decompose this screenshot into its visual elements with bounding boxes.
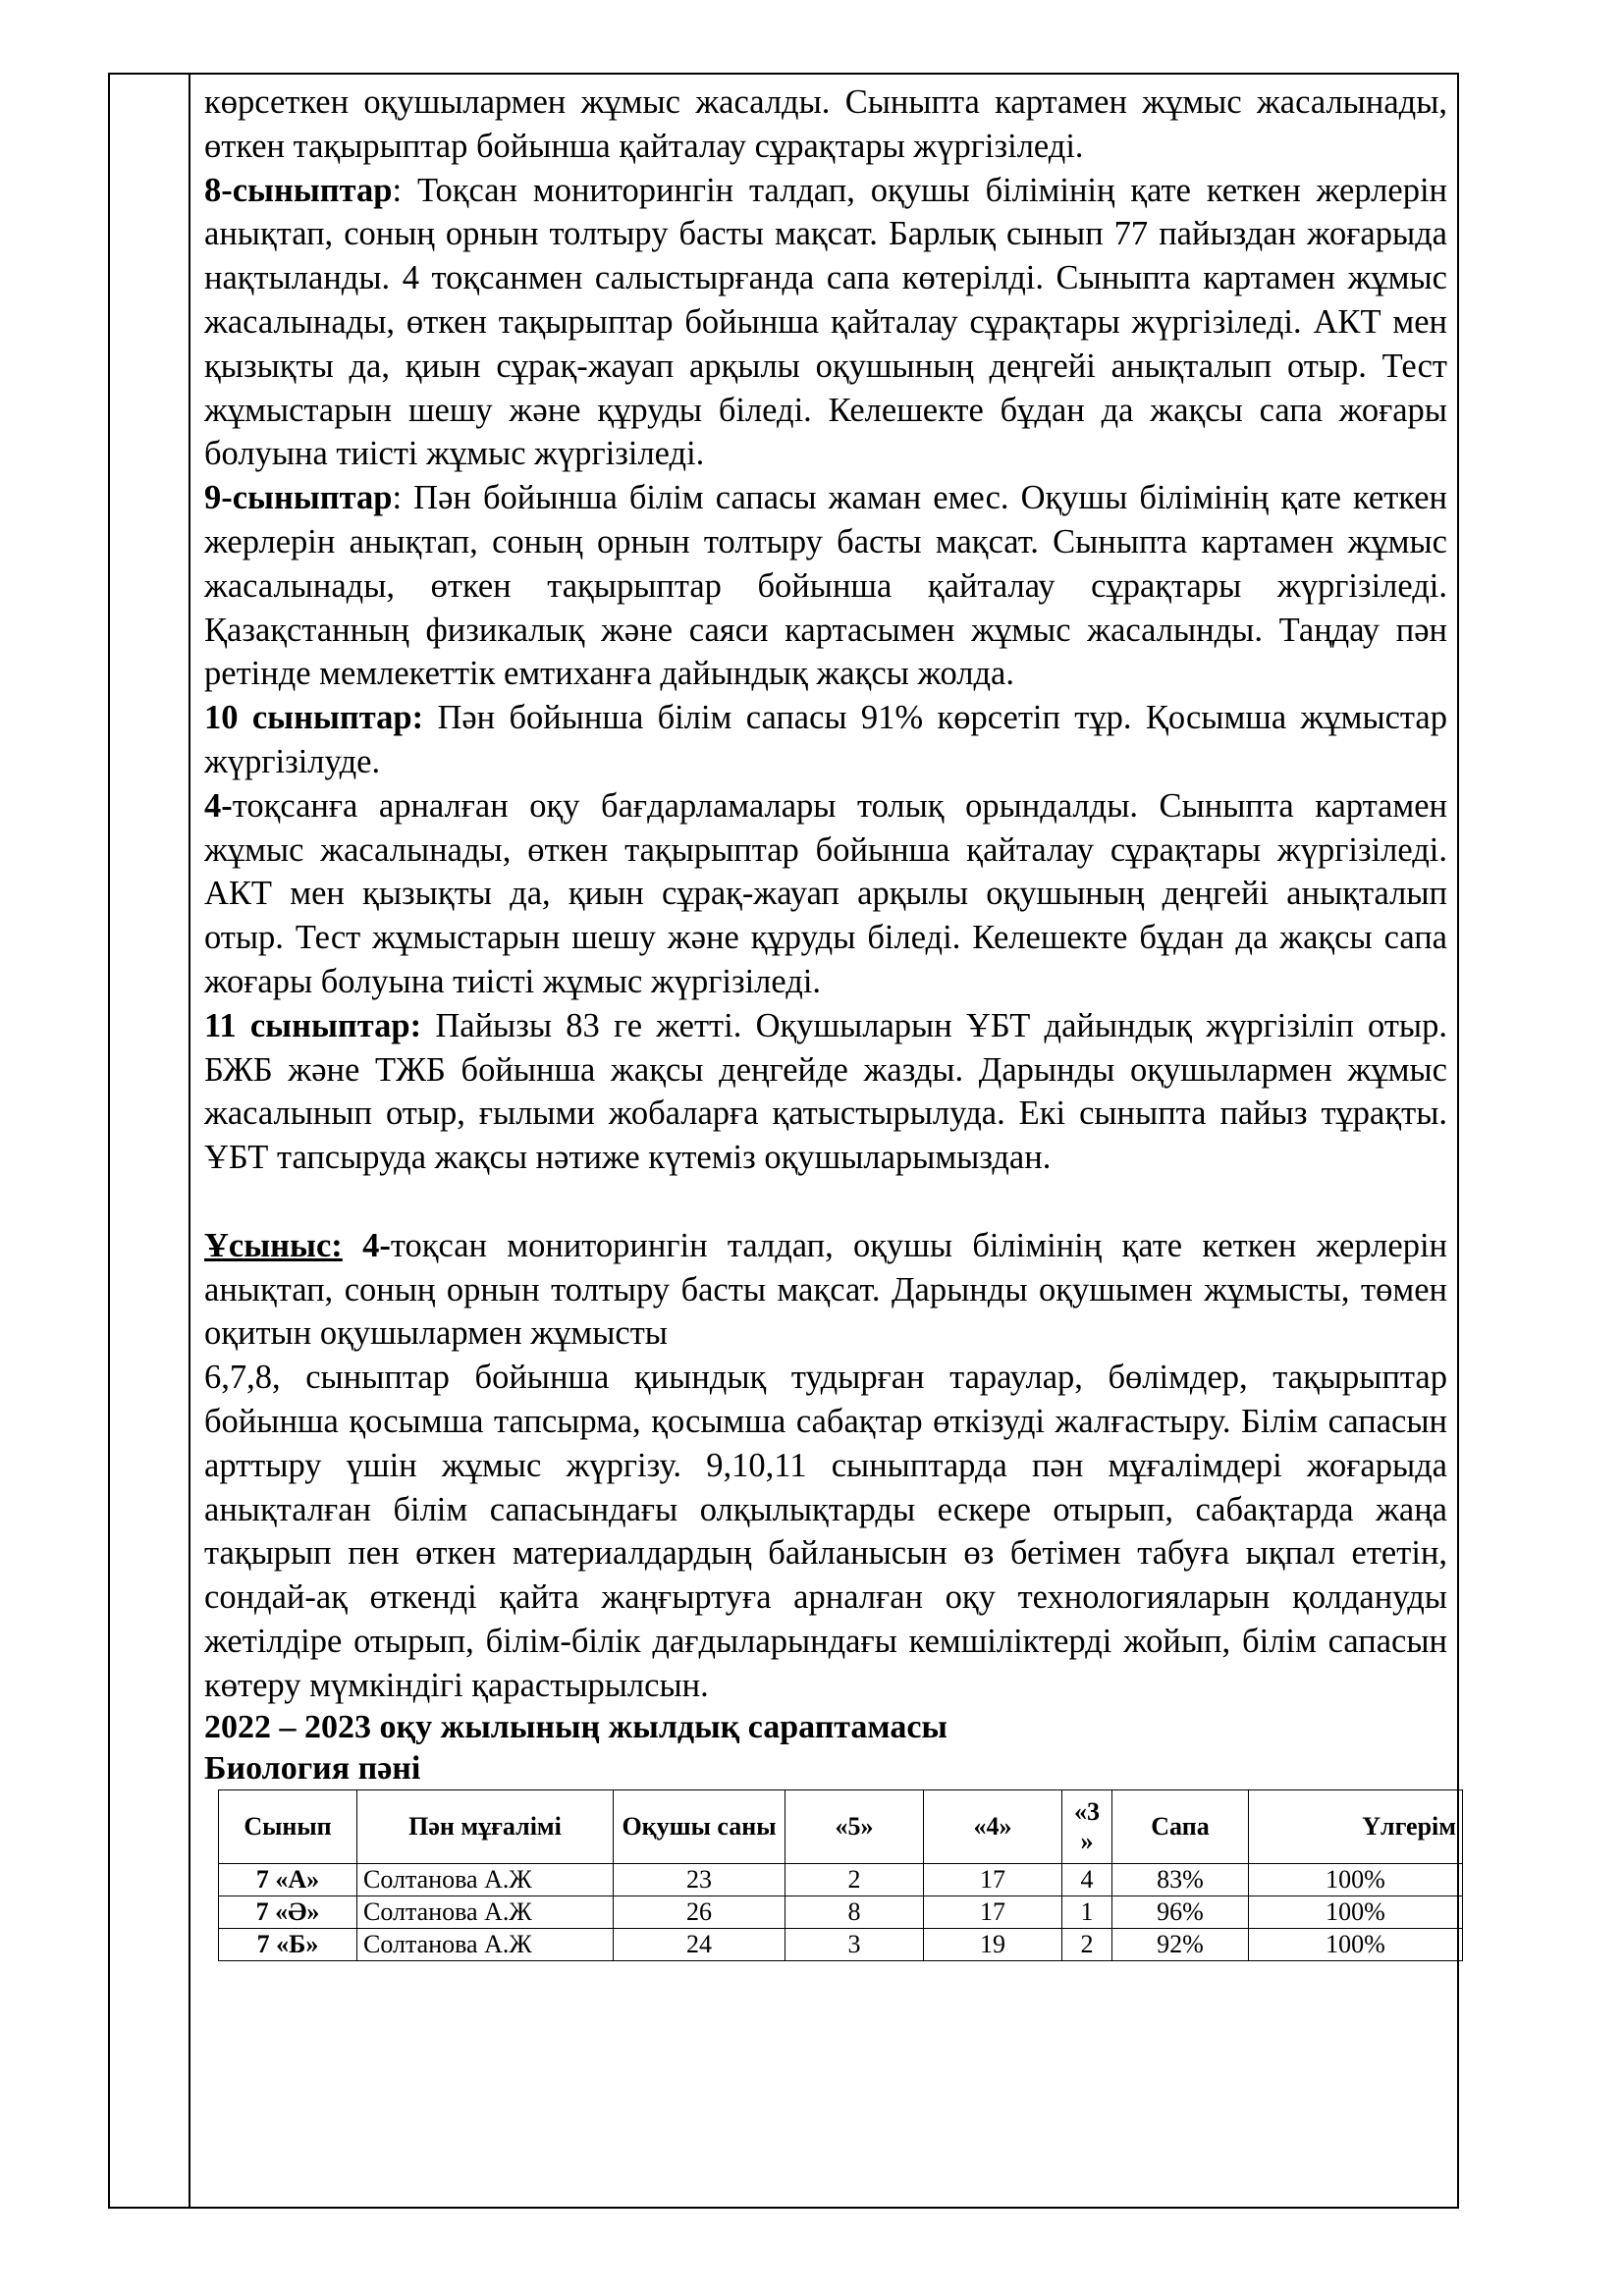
row-grade-4: 17 [924,1896,1062,1929]
row-grade-4: 19 [924,1929,1062,1961]
row-grade-5: 2 [785,1864,924,1896]
grade-10-text: Пән бойынша білім сапасы 91% көрсетіп тұр. Қосымша жұмыстар жүргізілуде. [204,699,1447,780]
row-class: 7 «Б» [219,1929,357,1961]
table-row [219,1929,1463,1961]
document-body [204,80,1456,1961]
recommendation-number: 4- [342,1226,391,1264]
table-subtitle: Биология пәні [204,1750,421,1788]
row-grade-3: 4 [1062,1864,1112,1896]
paragraph-gap [204,1180,1447,1224]
row-progress: 100% [1249,1896,1463,1929]
row-class: 7 «Ә» [219,1896,357,1929]
paragraph-intro: көрсеткен оқушылармен жұмыс жасалды. Сыныпта картамен жұмыс жасалынады, өткен тақырыптар бойынша қайталау сұрақтары жүргізіледі. [204,83,1447,165]
grade-9-label: 9-сыныптар [204,479,393,517]
table-title: 2022 – 2023 оқу жылының жылдық сараптамасы [204,1709,947,1746]
header-quality: Сапа [1112,1790,1249,1864]
row-grade-4: 17 [924,1864,1062,1896]
grade-8-label: 8-сыныптар [204,171,393,209]
paragraph-quarter-4 [204,784,1447,1004]
table-row [219,1864,1463,1896]
column-divider [189,75,190,2207]
paragraph-grade-8 [204,169,1447,477]
row-teacher: Солтанова А.Ж [357,1896,614,1929]
header-grade-5: «5» [785,1790,924,1864]
paragraph-grade-9 [204,476,1447,696]
header-grade-4: «4» [924,1790,1062,1864]
header-grade-3: «3 » [1062,1790,1112,1864]
paragraph-recommendation [204,1224,1447,1356]
recommendation-label: Ұсыныс: [204,1226,343,1264]
row-student-count: 23 [614,1864,785,1896]
row-teacher: Солтанова А.Ж [357,1864,614,1896]
grade-9-text: : Пән бойынша білім сапасы жаман емес. Оқушы білімінің қате кеткен жерлерін анықтап, соның орнын толтыру басты мақсат. Сыныпта картамен жұмыс жасалынады, өткен тақырыптар бойынша қайталау сұрақтары жүргізіледі. Қазақстанның физикалық және саяси картасымен жұмыс жасалынды. Таңдау пән ретінде мемлекеттік емтиханға дайындық жақсы жолда. [204,479,1447,693]
row-progress: 100% [1249,1929,1463,1961]
row-teacher: Солтанова А.Ж [357,1929,614,1961]
grade-11-text: Пайызы 83 ге жетті. Оқушыларын ҰБТ дайындық жүргізіліп отыр. БЖБ және ТЖБ бойынша жақсы деңгейде жазды. Дарынды оқушылармен жұмыс жасалынып отыр, ғылыми жобаларға қатыстырылуда. Екі сыныпта пайыз тұрақты. ҰБТ тапсыруда жақсы нәтиже күтеміз оқушыларымыздан. [204,1006,1447,1177]
quarter-4-label: 4- [204,786,233,825]
row-grade-5: 8 [785,1896,924,1929]
grade-11-label: 11 сыныптар: [204,1006,422,1044]
grade-10-label: 10 сыныптар: [204,699,424,737]
row-grade-3: 2 [1062,1929,1112,1961]
row-quality: 92% [1112,1929,1249,1961]
paragraph-recommendation-continued: 6,7,8, сыныптар бойынша қиындық тудырған тараулар, бөлімдер, тақырыптар бойынша қосымша тапсырма, қосымша сабақтар өткізуді жалғастыру. Білім сапасын арттыру үшін жұмыс жүргізу. 9,10,11 сыныптарда пән мұғалімдері жоғарыда анықталған білім сапасындағы олқылықтарды ескере отырып, сабақтарда жаңа тақырып пен өткен материалдардың байланысын өз бетімен табуға ықпал ететін, сондай-ақ өткенді қайта жаңғыртуға арналған оқу технологияларын қолдануды жетілдіре отырып, білім-білік дағдыларындағы кемшіліктерді жойып, білім сапасын көтеру мүмкіндігі қарастырылсын. [204,1359,1447,1704]
row-student-count: 26 [614,1896,785,1929]
row-quality: 96% [1112,1896,1249,1929]
recommendation-text: тоқсан мониторингін талдап, оқушы білімінің қате кеткен жерлерін анықтап, соның орнын толтыру басты мақсат. Дарынды оқушымен жұмысты, төмен оқитын оқушылармен жұмысты [204,1226,1447,1353]
grade-8-text: : Тоқсан мониторингін талдап, оқушы білімінің қате кеткен жерлерін анықтап, соның орнын толтыру басты мақсат. Барлық сынып 77 пайыздан жоғарыда нақтыланды. 4 тоқсанмен салыстырғанда сапа көтерілді. Сыныпта картамен жұмыс жасалынады, өткен тақырыптар бойынша қайталау сұрақтары жүргізіледі. АКТ мен қызықты да, қиын сұрақ-жауап арқылы оқушының деңгейі анықталып отыр. Тест жұмыстарын шешу және құруды біледі. Келешекте бұдан да жақсы сапа жоғары болуына тиісті жұмыс жүргізіледі. [204,171,1447,473]
header-class: Сынып [219,1790,357,1864]
paragraph-grade-10 [204,696,1447,784]
row-quality: 83% [1112,1864,1249,1896]
row-progress: 100% [1249,1864,1463,1896]
header-student-count: Оқушы саны [614,1790,785,1864]
results-table [218,1789,1463,1961]
table-header-row [219,1790,1463,1864]
row-class: 7 «А» [219,1864,357,1896]
row-grade-5: 3 [785,1929,924,1961]
table-row [219,1896,1463,1929]
row-grade-3: 1 [1062,1896,1112,1929]
row-student-count: 24 [614,1929,785,1961]
header-teacher: Пән мұғалімі [357,1790,614,1864]
paragraph-grade-11 [204,1004,1447,1180]
quarter-4-text: тоқсанға арналған оқу бағдарламалары толық орындалды. Сыныпта картамен жұмыс жасалынады, өткен тақырыптар бойынша қайталау сұрақтары жүргізіледі. АКТ мен қызықты да, қиын сұрақ-жауап арқылы оқушының деңгейі анықталып отыр. Тест жұмыстарын шешу және құруды біледі. Келешекте бұдан да жақсы сапа жоғары болуына тиісті жұмыс жүргізіледі. [204,786,1447,1000]
header-progress: Үлгерім [1249,1790,1463,1864]
